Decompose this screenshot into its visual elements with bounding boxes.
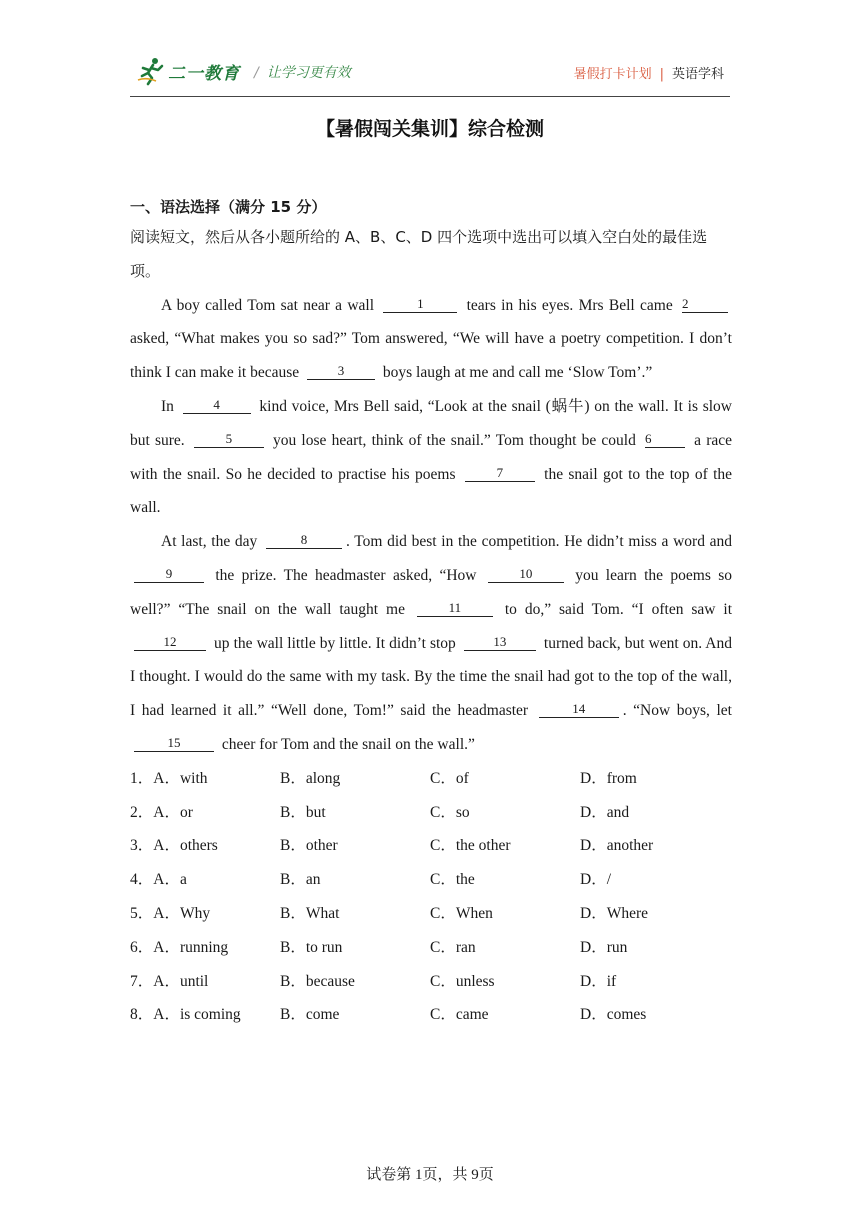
option-c: C．of — [430, 769, 469, 787]
logo — [136, 56, 240, 86]
option-b: B．because — [280, 972, 355, 990]
option-a: 6．A．running — [130, 938, 229, 956]
page-header — [130, 52, 730, 96]
option-row-7 — [130, 965, 732, 999]
option-a: 1．A．with — [130, 769, 208, 787]
option-d: D．and — [580, 803, 630, 821]
plan-label: 暑假打卡计划 — [573, 67, 652, 82]
option-a: 4．A．a — [130, 871, 187, 889]
header-divider — [130, 96, 730, 97]
slogan-slash: / — [254, 65, 259, 81]
option-row-2 — [130, 796, 732, 830]
runner-icon — [136, 56, 166, 86]
option-row-1 — [130, 762, 732, 796]
blank-3: 3 — [307, 363, 375, 380]
passage-text: asked, “What makes you so sad?” Tom answered, “We will have a poetry competition. I don’t think I can make it because — [130, 330, 732, 382]
page-footer: 试卷第 1页，共 9页 — [366, 1167, 494, 1183]
passage-text: the prize. The headmaster asked, “How — [215, 566, 477, 584]
subject-label: 英语学科 — [671, 67, 724, 82]
option-b: B．but — [280, 803, 326, 821]
passage-paragraph-3 — [130, 525, 732, 762]
document-body — [130, 193, 732, 1032]
option-a: 8．A．is coming — [130, 1006, 241, 1024]
blank-7: 7 — [465, 465, 535, 482]
option-d: D．another — [580, 837, 654, 855]
page-title: 【暑假闯关集训】综合检测 — [315, 118, 544, 140]
blank-12: 12 — [134, 634, 206, 651]
options-list — [130, 762, 732, 1032]
option-c: C．ran — [430, 938, 476, 956]
blank-15: 15 — [134, 735, 214, 752]
blank-9: 9 — [134, 566, 204, 583]
slogan — [254, 62, 351, 82]
option-row-5 — [130, 897, 732, 931]
option-a: 7．A．until — [130, 972, 209, 990]
passage-text: to do,” said Tom. “I often saw it — [504, 600, 733, 618]
passage-text: you lose heart, think of the snail.” Tom thought be could — [273, 431, 636, 449]
option-b: B．other — [280, 837, 338, 855]
option-row-4 — [130, 863, 732, 897]
option-c: C．the — [430, 871, 475, 889]
blank-4: 4 — [183, 397, 251, 414]
option-b: B．What — [280, 904, 340, 922]
passage-text: boys laugh at me and call me ‘Slow Tom’.” — [382, 364, 653, 382]
blank-6: 6 — [645, 431, 685, 448]
option-b: B．come — [280, 1006, 340, 1024]
logo-text: 二一教育 — [168, 63, 240, 84]
option-c: C．unless — [430, 972, 495, 990]
passage-text: the snail got to the top of the wall. — [130, 465, 733, 517]
passage-text: A boy called Tom sat near a wall — [161, 296, 375, 314]
section-instruction: 阅读短文，然后从各小题所给的 A、B、C、D 四个选项中选出可以填入空白处的最佳选项。 — [130, 228, 708, 280]
blank-10: 10 — [488, 566, 564, 583]
option-d: D．run — [580, 938, 628, 956]
option-d: D．from — [580, 769, 637, 787]
option-a: 2．A．or — [130, 803, 193, 821]
passage-text: kind voice, Mrs Bell said, “Look at the snail (蜗牛) on the wall. It is slow but sure. — [130, 397, 732, 449]
passage-text: . “Now boys, let — [622, 702, 732, 720]
option-b: B．an — [280, 871, 321, 889]
passage-text: cheer for Tom and the snail on the wall.” — [221, 735, 475, 753]
option-row-6 — [130, 931, 732, 965]
passage-paragraph-2 — [130, 390, 732, 525]
header-right — [574, 63, 724, 82]
blank-2: 2 — [682, 296, 728, 313]
option-d: D．/ — [580, 871, 612, 889]
header-separator: | — [659, 67, 664, 82]
option-b: B．along — [280, 769, 341, 787]
passage-text: a race with the snail. So he decided to practise his poems — [130, 431, 733, 483]
option-c: C．the other — [430, 837, 511, 855]
option-d: D．comes — [580, 1006, 647, 1024]
slogan-text: 让学习更有效 — [266, 65, 351, 81]
passage-text: At last, the day — [161, 533, 258, 551]
blank-11: 11 — [417, 600, 493, 617]
option-d: D．if — [580, 972, 617, 990]
passage-text: you learn the poems so well?” “The snail on the wall taught me — [130, 566, 733, 618]
option-row-3 — [130, 829, 732, 863]
option-a: 3．A．others — [130, 837, 218, 855]
passage-text: In — [161, 397, 174, 415]
option-a: 5．A．Why — [130, 904, 211, 922]
option-b: B．to run — [280, 938, 343, 956]
option-d: D．Where — [580, 904, 648, 922]
blank-1: 1 — [383, 296, 457, 313]
option-row-8 — [130, 998, 732, 1032]
option-c: C．When — [430, 904, 493, 922]
passage-text: tears in his eyes. Mrs Bell came — [466, 296, 673, 314]
blank-8: 8 — [266, 532, 342, 549]
option-c: C．came — [430, 1006, 489, 1024]
passage-text: . Tom did best in the competition. He didn’t miss a word and — [345, 533, 733, 551]
passage-paragraph-1 — [130, 289, 732, 390]
blank-5: 5 — [194, 431, 264, 448]
blank-13: 13 — [464, 634, 536, 651]
blank-14: 14 — [539, 701, 619, 718]
passage-text: up the wall little by little. It didn’t stop — [214, 634, 456, 652]
passage-text: turned back, but went on. And I thought. I would do the same with my task. By the time the snail had got to the top of the wall, I had learned it all.” “Well done, Tom!” said the headmaster — [130, 634, 733, 720]
section-heading: 一、语法选择（满分 15 分） — [130, 198, 327, 216]
option-c: C．so — [430, 803, 470, 821]
